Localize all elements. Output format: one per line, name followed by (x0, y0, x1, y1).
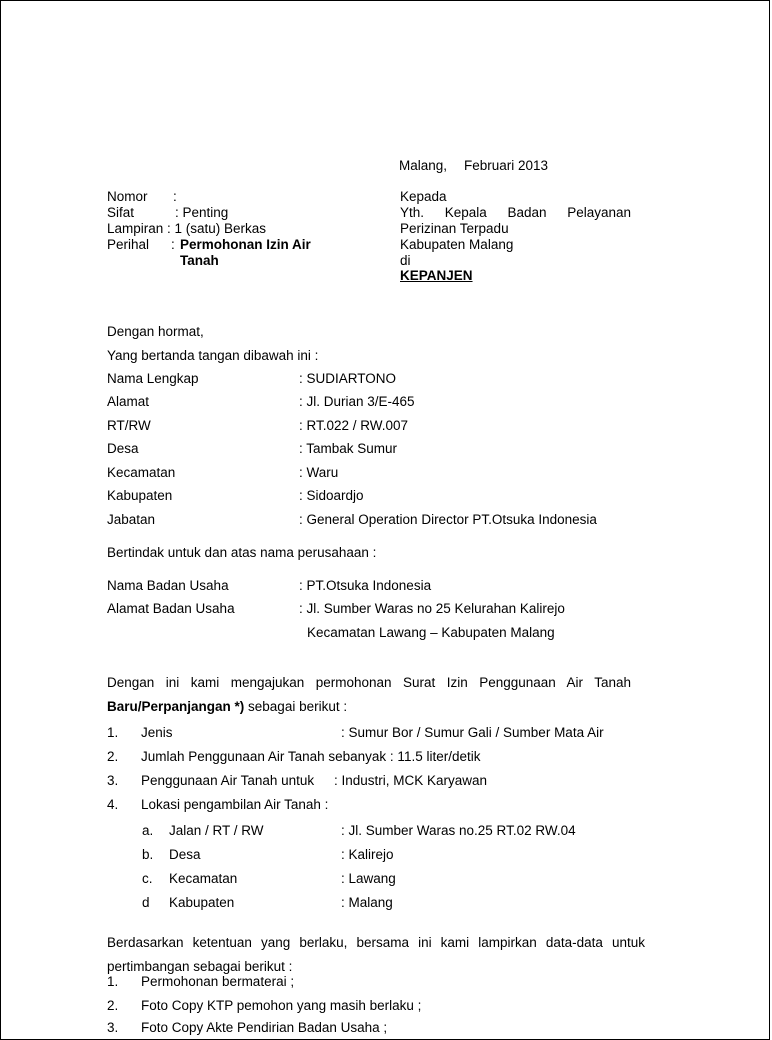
item-number: 1. (107, 725, 119, 740)
person-label: Nama Lengkap (107, 371, 199, 386)
person-label: Jabatan (107, 512, 156, 527)
greeting: Dengan hormat, (107, 324, 204, 339)
item-text: Jumlah Penggunaan Air Tanah sebanyak : 11.5 liter/detik (141, 749, 481, 764)
person-value: : Waru (299, 465, 339, 480)
perihal-line1: Permohonan Izin Air (180, 237, 311, 252)
location-value: : Malang (341, 895, 393, 910)
attachment-number: 1. (107, 974, 119, 989)
perihal-label: Perihal (107, 237, 150, 252)
person-value: : General Operation Director PT.Otsuka Indonesia (299, 512, 597, 527)
person-value: : RT.022 / RW.007 (299, 418, 409, 433)
sifat-value: : Penting (175, 205, 229, 220)
attachment-number: 3. (107, 1020, 119, 1035)
attachment-text: Permohonan bermaterai ; (141, 974, 295, 989)
item-value: : Industri, MCK Karyawan (334, 773, 488, 788)
date-text: Februari 2013 (464, 158, 549, 173)
request-line1: Dengan ini kami mengajukan permohonan Surat Izin Penggunaan Air Tanah (107, 675, 631, 690)
closing-line1: Berdasarkan ketentuan yang berlaku, bersama ini kami lampirkan data-data untuk (107, 935, 645, 950)
person-label: Kecamatan (107, 465, 176, 480)
recipient-line3: Kabupaten Malang (400, 237, 514, 252)
company-intro: Bertindak untuk dan atas nama perusahaan : (107, 545, 377, 560)
person-value: : Sidoardjo (299, 488, 364, 503)
item-label: Penggunaan Air Tanah untuk (141, 773, 315, 788)
attachment-text: Foto Copy Akte Pendirian Badan Usaha ; (141, 1020, 388, 1035)
sifat-label: Sifat (107, 205, 135, 220)
location-value: : Kalirejo (341, 847, 394, 862)
intro-text: Yang bertanda tangan dibawah ini : (107, 348, 319, 363)
location-value: : Jl. Sumber Waras no.25 RT.02 RW.04 (341, 823, 576, 838)
company-addr-label: Alamat Badan Usaha (107, 601, 235, 616)
item-number: 2. (107, 749, 119, 764)
location-label: Kecamatan (169, 871, 238, 886)
recipient-place: KEPANJEN (400, 268, 473, 283)
company-addr-value: : Jl. Sumber Waras no 25 Kelurahan Kalirejo (299, 601, 565, 616)
person-label: Alamat (107, 394, 150, 409)
request-bold: Baru/Perpanjangan *) (107, 699, 245, 714)
location-value: : Lawang (341, 871, 396, 886)
person-value: : SUDIARTONO (299, 371, 397, 386)
location-label: Jalan / RT / RW (169, 823, 264, 838)
attachment-text: Foto Copy KTP pemohon yang masih berlaku ; (141, 998, 422, 1013)
recipient-di: di (400, 253, 411, 268)
company-name-label: Nama Badan Usaha (107, 578, 229, 593)
person-value: : Jl. Durian 3/E-465 (299, 394, 415, 409)
date-city: Malang, (399, 158, 448, 173)
recipient-kepada: Kepada (400, 189, 447, 204)
location-letter: d (142, 895, 150, 910)
company-name-value: : PT.Otsuka Indonesia (299, 578, 432, 593)
person-label: Desa (107, 441, 139, 456)
item-text: Lokasi pengambilan Air Tanah : (141, 797, 329, 812)
location-label: Desa (169, 847, 201, 862)
lampiran-label: Lampiran (107, 221, 164, 236)
person-value: : Tambak Sumur (299, 441, 398, 456)
recipient-line2: Perizinan Terpadu (400, 221, 509, 236)
recipient-line1: Yth. Kepala Badan Pelayanan (400, 205, 631, 220)
attachment-number: 2. (107, 998, 119, 1013)
location-letter: a. (142, 823, 154, 838)
item-number: 4. (107, 797, 119, 812)
lampiran-value: : 1 (satu) Berkas (167, 221, 267, 236)
nomor-value: : (173, 189, 177, 204)
company-addr-value-2: Kecamatan Lawang – Kabupaten Malang (307, 625, 555, 640)
location-label: Kabupaten (169, 895, 235, 910)
request-line2 (107, 699, 347, 715)
location-letter: c. (142, 871, 153, 886)
perihal-colon: : (171, 237, 175, 252)
person-label: Kabupaten (107, 488, 173, 503)
nomor-label: Nomor (107, 189, 148, 204)
item-label: Jenis (141, 725, 173, 740)
item-number: 3. (107, 773, 119, 788)
location-letter: b. (142, 847, 154, 862)
closing-line2: pertimbangan sebagai berikut : (107, 959, 293, 974)
person-label: RT/RW (107, 418, 151, 433)
request-rest: sebagai berikut : (244, 699, 348, 714)
perihal-line2: Tanah (180, 253, 219, 268)
item-value: : Sumur Bor / Sumur Gali / Sumber Mata Air (341, 725, 604, 740)
